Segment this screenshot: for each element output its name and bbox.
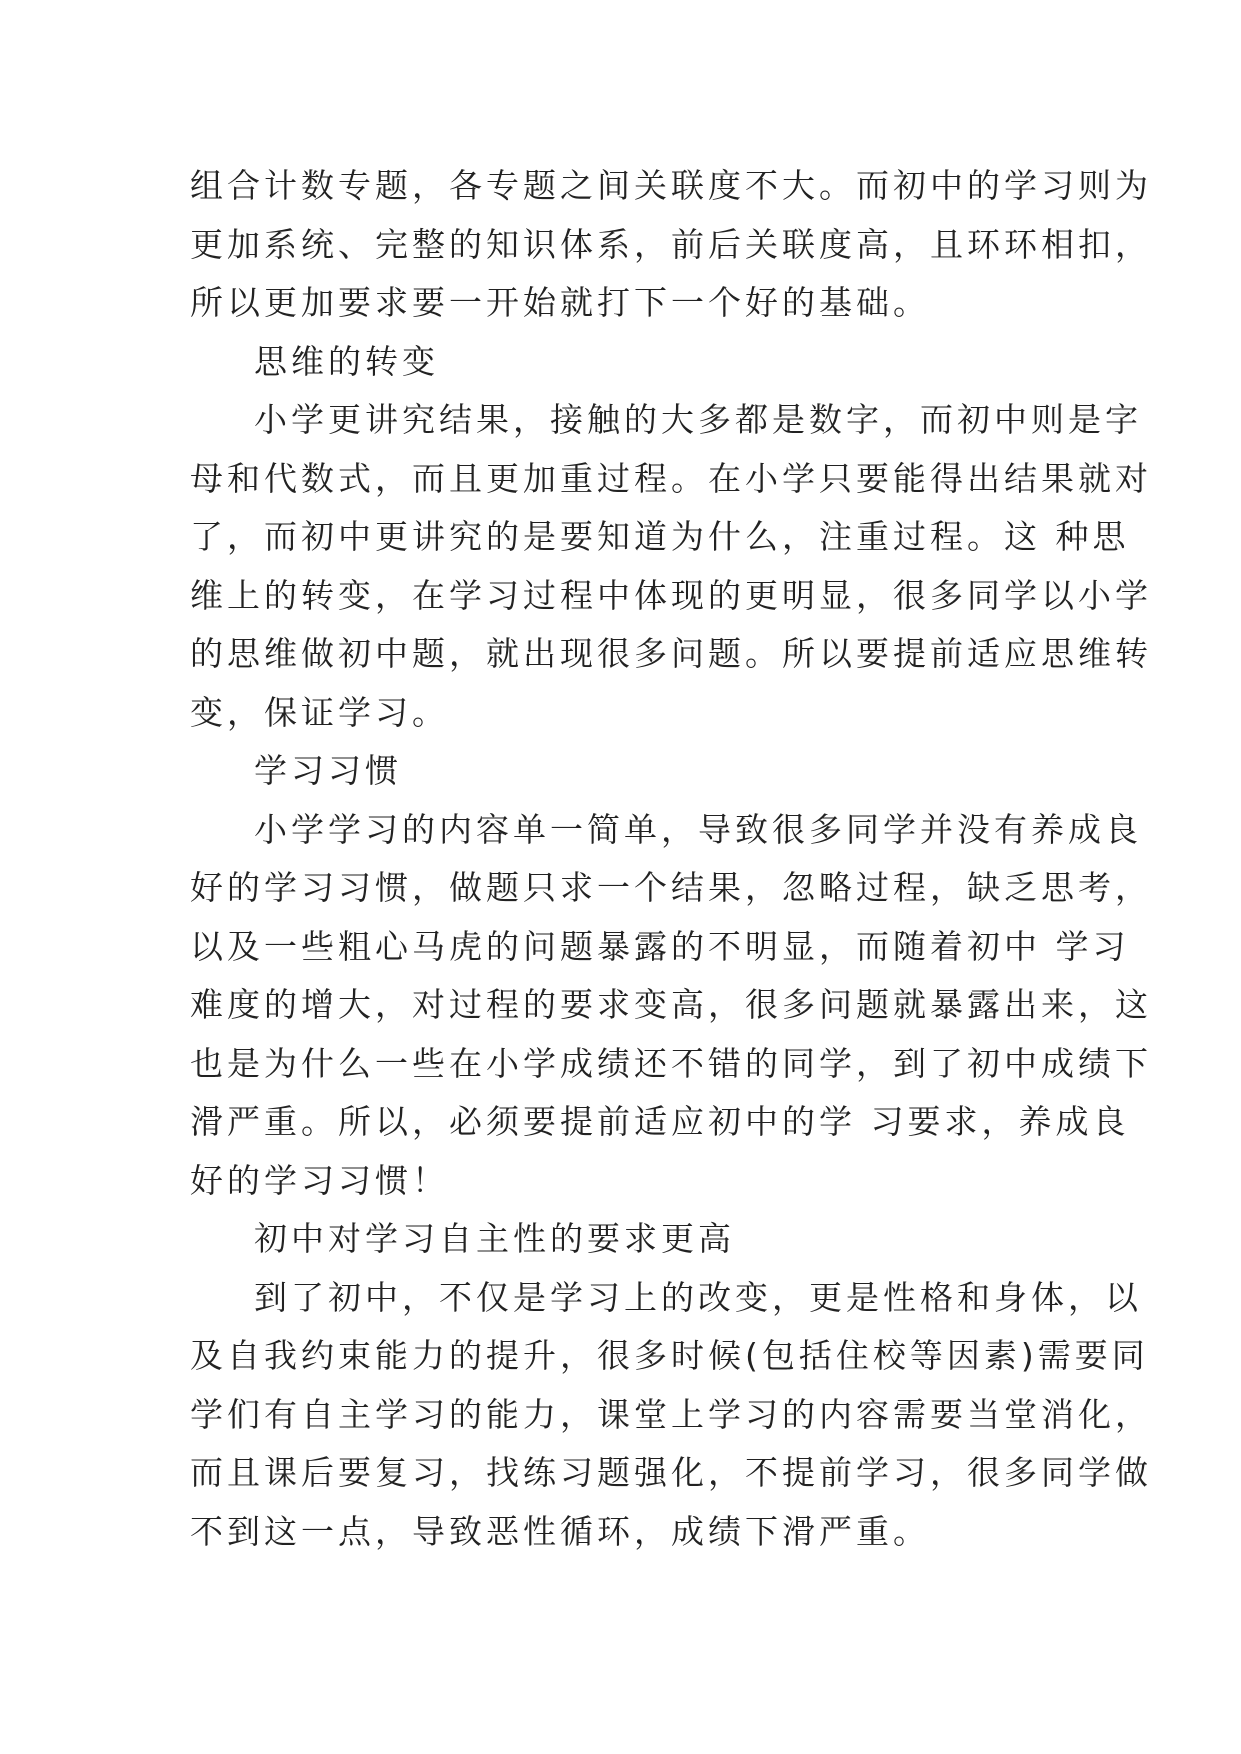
text-line: 到了初中，不仅是学习上的改变，更是性格和身体，以	[254, 1277, 1142, 1317]
text-line: 组合计数专题，各专题之间关联度不大。而初中的学习则为	[190, 166, 1152, 205]
text-line: 滑严重。所以，必须要提前适应初中的学 习要求，养成良	[190, 1102, 1130, 1141]
text-line: 学们有自主学习的能力，课堂上学习的内容需要当堂消化，	[190, 1394, 1152, 1434]
text-line: 小学更讲究结果，接触的大多都是数字，而初中则是字	[254, 400, 1142, 439]
text-line: 了，而初中更讲究的是要知道为什么，注重过程。这 种思	[190, 517, 1130, 556]
text-line: 变，保证学习。	[190, 692, 449, 732]
section-heading: 初中对学习自主性的要求更高	[254, 1219, 735, 1258]
document-body	[190, 157, 1152, 1561]
text-line: 难度的增大，对过程的要求变高，很多问题就暴露出来，这	[190, 985, 1152, 1024]
text-line: 母和代数式，而且更加重过程。在小学只要能得出结果就对	[190, 458, 1152, 498]
text-line: 好的学习习惯，做题只求一个结果，忽略过程，缺乏思考，	[190, 868, 1152, 907]
text-line: 好的学习习惯！	[190, 1160, 449, 1200]
text-line: 也是为什么一些在小学成绩还不错的同学，到了初中成绩下	[190, 1043, 1152, 1083]
text-line: 所以更加要求要一开始就打下一个好的基础。	[190, 283, 930, 322]
text-line: 的思维做初中题，就出现很多问题。所以要提前适应思维转	[190, 634, 1152, 673]
text-line: 更加系统、完整的知识体系，前后关联度高，且环环相扣，	[190, 224, 1152, 264]
text-line: 维上的转变，在学习过程中体现的更明显，很多同学以小学	[190, 575, 1152, 615]
text-line: 而且课后要复习，找练习题强化，不提前学习，很多同学做	[190, 1453, 1152, 1492]
text-line: 及自我约束能力的提升，很多时候(包括住校等因素)需要同	[190, 1336, 1149, 1375]
section-heading: 学习习惯	[254, 751, 402, 790]
section-heading: 思维的转变	[254, 341, 439, 381]
text-line: 不到这一点，导致恶性循环，成绩下滑严重。	[190, 1511, 930, 1551]
text-line: 以及一些粗心马虎的问题暴露的不明显，而随着初中 学习	[190, 926, 1130, 966]
text-line: 小学学习的内容单一简单，导致很多同学并没有养成良	[254, 809, 1142, 849]
